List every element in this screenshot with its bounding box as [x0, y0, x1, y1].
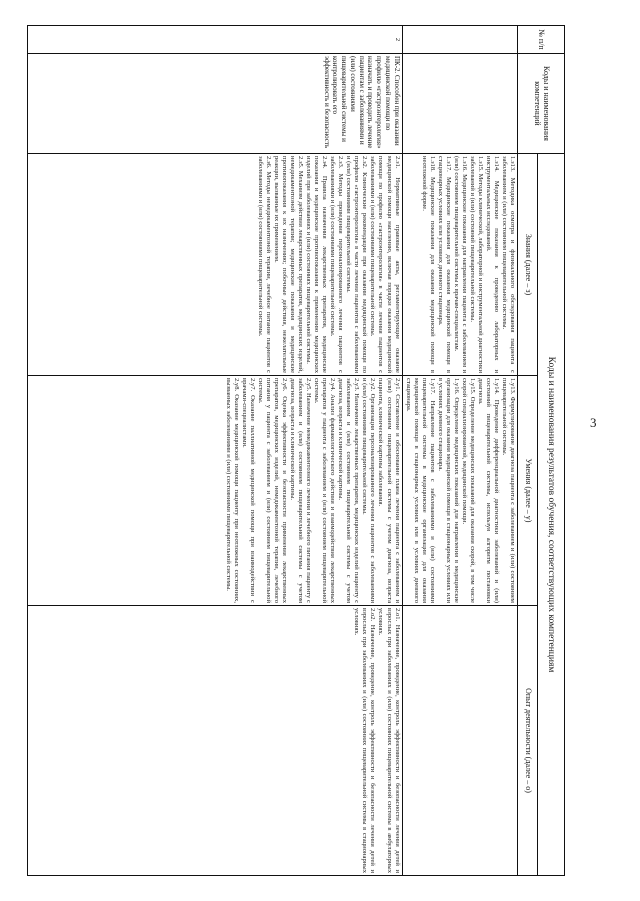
experience-item: 2.о1. Назначение, проведение, контроль эффективности и безопасности лечения детей и взрослых при заболеваниях и (или) состояниях пищеварительной системы в амбулаторных условиях. — [377, 608, 401, 873]
header-experience: Опыт деятельности (далее – о) — [518, 606, 538, 876]
skill-item: 1.у13. Формулирование диагноза пациента с заболеванием и (или) состоянием пищеварительной системы. — [500, 378, 516, 603]
knowledge-item: 1.з17. Медицинские показания для оказания медицинской помощи в стационарных условиях или условиях дневного стационара. — [436, 156, 452, 373]
knowledge-item: 1.з14. Медицинские показания к проведению лабораторных и инструментальных исследований. — [484, 156, 500, 373]
competency-table — [27, 25, 565, 876]
knowledge-item: 2.з4. Правила назначения лекарственных препаратов, медицинские показания и медицинские противопоказания к применению медицинских изделий при заболеваниях и (или) состояниях пищеварительной системы. — [305, 156, 329, 373]
knowledge-item: 1.з16. Медицинские показания для направления пациента с заболеванием и (или) состоянием пищеварительной системы к врачам-специалистам. — [452, 156, 468, 373]
skill-item: 1.у17. Направление пациентов с заболеваниями и (или) состояниями пищеварительной системы в медицинские организации для оказания медицинской помощи в стационарных условиях или в условиях дневного стационара. — [404, 378, 436, 603]
row2-skills-cell — [28, 376, 403, 606]
row1-skills-cell — [402, 376, 517, 606]
skill-item: 2.у2. Организация персонализированного лечения пациентов с заболеваниями и (или) состояниями пищеварительной системы. — [361, 378, 377, 603]
knowledge-item: 2.з3. Методы проведения персонализированного лечения пациентов с заболеваниями и (или) состояниями пищеварительной системы. — [329, 156, 345, 373]
row2-knowledge-cell — [28, 154, 403, 376]
page-number: 3 — [590, 415, 597, 430]
skill-item: 2.у4. Анализ фармакологического действия и взаимодействия лекарственных препаратов у пациента с заболеванием и (или) состоянием пищеварительной системы. — [313, 378, 337, 603]
experience-item: 2.о2. Назначение, проведение, контроль эффективности и безопасности лечения детей и взрослых при заболеваниях и (или) состояниях пищеварительной системы в стационарных условиях. — [353, 608, 377, 873]
header-num: № п/п — [518, 26, 565, 54]
skill-item: 1.у16. Определение медицинских показаний для направления в медицинские организации для оказания медицинской помощи в стационарных условиях или в условиях дневного стационара. — [436, 378, 460, 603]
knowledge-item: 2.з2. Клинические рекомендации при оказании медицинской помощи по профилю «гастроэнтерология» в части лечения пациентов с заболеваниями и (или) состояниями пищеварительной системы. — [345, 156, 369, 373]
skill-item: 2.у8. Оказание медицинской помощи пациенту при неотложных состояниях, вызванных заболеваниями и (или) состояниями пищеварительной системы. — [224, 378, 240, 603]
header-main: Коды и наименования результатов обучения, соответствующих компетенциям — [538, 154, 565, 876]
row2-code-cell: ПК-2. Способен при оказании медицинской помощи по профилю «гастроэнтерология» назначать и проводить лечение пациентам с заболеваниями и (или) состояниями пищеварительной системы и контролировать его эффективность и безопасность — [28, 54, 403, 154]
skill-item: 1.у15. Определение медицинских показаний для оказания скорой, в том числе скорой специализированной, медицинской помощи. — [460, 378, 476, 603]
row2-num-cell: 2 — [28, 26, 403, 54]
knowledge-item: 2.з5. Механизм действия лекарственных препаратов, медицинских изделий, немедикаментозной терапии; медицинские показания и медицинские противопоказания к их назначению; побочные действия, нежелательные реакции, вызванные их применением. — [273, 156, 305, 373]
knowledge-item: 1.з18. Медицинские показания для оказания медицинской помощи в неотложной форме. — [420, 156, 436, 373]
table-row-1-continued — [402, 26, 517, 876]
row1-num-cell — [402, 26, 517, 54]
header-knowledge: Знания (далее – з) — [518, 154, 538, 376]
header-skills: Умения (далее – у) — [518, 376, 538, 606]
knowledge-item: 1.з15. Методы клинической, лабораторной и инструментальной диагностики заболеваний и (или) состояний пищеварительной системы. — [468, 156, 484, 373]
skill-item: 1.у14. Проведение дифференциальной диагностики заболеваний и (или) состояний пищеварительной системы, используя алгоритм постановки диагноза. — [476, 378, 500, 603]
rotated-table-sheet — [27, 25, 565, 875]
table-row-2 — [28, 26, 403, 876]
row1-code-cell — [402, 54, 517, 154]
row1-experience-cell — [402, 606, 517, 876]
skill-item: 2.у6. Оценка эффективности и безопасности применения лекарственных препаратов, медицинских изделий, немедикаментозной терапии, лечебного питания у пациента с заболеванием и (или) состоянием пищеварительной системы. — [257, 378, 289, 603]
knowledge-item: 2.з6. Методы немедикаментозной терапии, лечебное питание пациентов с заболеваниями и (или) состояниями пищеварительной системы. — [257, 156, 273, 373]
skill-item: 2.у7. Оказание паллиативной медицинской помощи при взаимодействии с врачами-специалистами. — [240, 378, 256, 603]
skill-item: 2.у1. Составление и обоснование плана лечения пациента с заболеванием и (или) состоянием пищеварительной системы с учетом диагноза, возраста пациента, клинической картины заболевания. — [377, 378, 401, 603]
skill-item: 2.у3. Назначение лекарственных препаратов, медицинских изделий пациенту с заболеванием и (или) состоянием пищеварительной системы с учетом диагноза, возраста и клинической картины. — [337, 378, 361, 603]
row2-experience-cell — [28, 606, 403, 876]
knowledge-item: 1.з13. Методика осмотра и физикального обследования пациента с заболеванием и (или) состоянием пищеварительной системы. — [500, 156, 516, 373]
skill-item: 2.у5. Назначение немедикаментозного лечения и лечебного питания пациенту с заболеванием и (или) состоянием пищеварительной системы с учетом диагноза, возраста и клинической картины. — [289, 378, 313, 603]
knowledge-item: 2.з1. Нормативные правовые акты, регламентирующие оказание медицинской помощи населению, включая порядки оказания медицинской помощи по профилю «гастроэнтерология» в части лечения пациентов с заболеваниями и (или) состояниями пищеварительной системы. — [369, 156, 401, 373]
row1-knowledge-cell — [402, 154, 517, 376]
header-codes: Коды и наименования компетенций — [518, 54, 565, 154]
